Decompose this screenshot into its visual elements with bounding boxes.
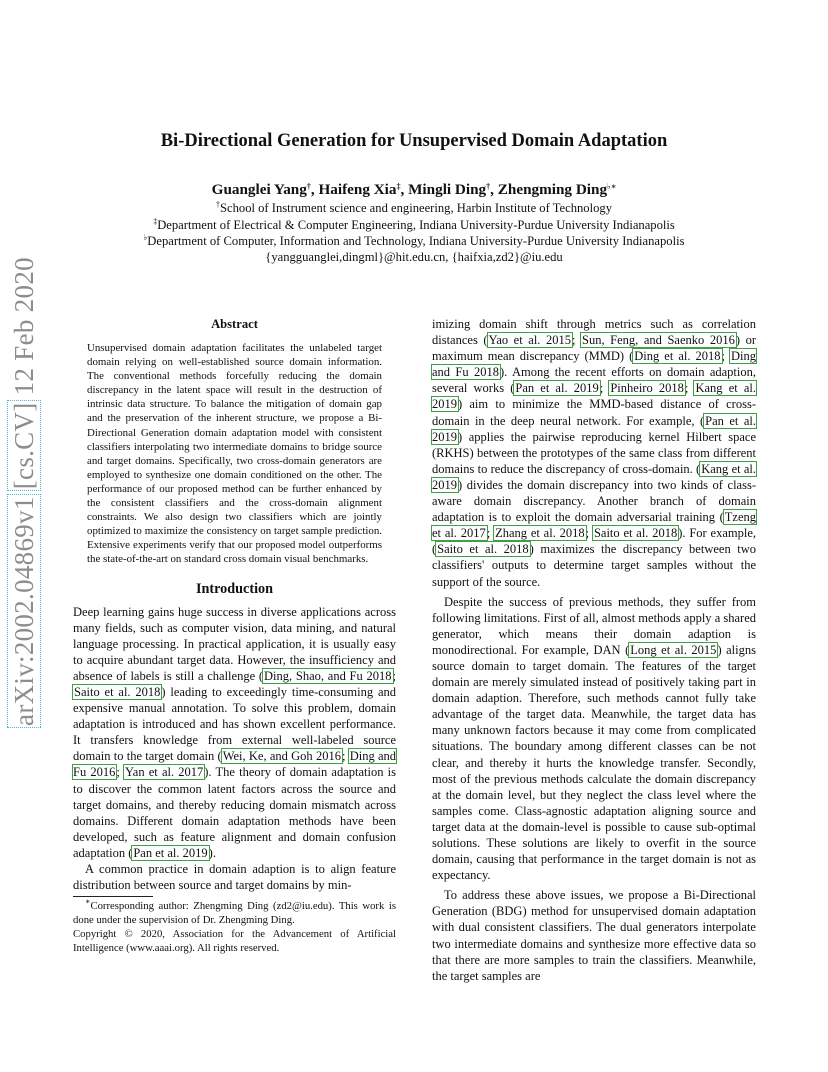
affiliation-text: Department of Electrical & Computer Engineering, Indiana University-Purdue University Indianapolis — [157, 218, 675, 232]
citation-link[interactable]: Kang et al. 2019 — [432, 381, 757, 412]
paper-title: Bi-Directional Generation for Unsupervised Domain Adaptation — [160, 131, 668, 151]
citation-link[interactable]: Zhang et al. 2018 — [495, 526, 585, 541]
citation-link[interactable]: Pan et al. 2019 — [432, 413, 756, 444]
citation-link[interactable]: Wei, Ke, and Goh 2016 — [222, 749, 341, 764]
author-name: Mingli Ding — [408, 181, 487, 198]
citation-link[interactable]: Ding and Fu 2018 — [432, 349, 756, 380]
arxiv-sidebar — [2, 252, 46, 730]
text-run: ) aligns source domain to target domain. The features of the target domain are merely simulated instead of positively taking part in domain adaption. Therefore, such methods cannot fully take advantage of the target data. Meanwhile, the target data has many unknown factors because it may come from complicated situations. The boundary among different classes can be not clear, and thereby it hurts the knowledge transfer. Secondly, most of the previous methods calculate the domain discrepancy at the domain level, but they neglect the class level where the samples come. Class-agnostic adaptation aligning source and target data at the domain-level is possible to cause sub-optimal solutions. These solutions are likely to overfit in the source domain, causing that performance in the target domain is not as expectancy. — [432, 642, 756, 883]
text-run: ) or maximum mean discrepancy (MMD) ( — [432, 333, 756, 364]
abstract-text: Unsupervised domain adaptation facilitates the unlabeled target domain relying on well-established source domain information. The conventional methods forcefully reducing the domain discrepancy in the latent space will result in the destruction of intrinsic data structure. To balance the mitigation of domain gap and the preservation of the inherent structure, we propose a Bi-Directional Generation domain adaptation model with consistent classifiers interpolating two intermediate domains to bridge source and target domains. Specifically, two cross-domain generators are employed to synthesize one domain conditioned on the other. The performance of our proposed method can be further enhanced by the consistent classifiers and the cross-domain alignment constraints. We also design two classifiers which are jointly optimized to maximize the consistency on target sample prediction. Extensive experiments verify that our proposed model outperforms the state-of-the-art on standard cross domain visual benchmarks. — [87, 342, 382, 566]
footnote-copyright: Copyright © 2020, Association for the Advancement of Artificial Intelligence (www.aaai.org). All rights reserved. — [73, 927, 396, 954]
author-mark: † — [486, 182, 491, 191]
text-run: ; — [116, 765, 125, 780]
right-paragraph-3: To address these above issues, we propose a Bi-Directional Generation (BDG) method for unsupervised domain adaptation with dual consistent classifiers. The dual generators interpolate two intermediate domains and synthesize more effective data so that there are more samples to train the classifiers. Meanwhile, the target samples are — [432, 888, 756, 983]
author-name: Haifeng Xia — [318, 181, 397, 198]
affiliation — [0, 201, 828, 216]
citation-link[interactable]: Pan et al. 2019 — [133, 845, 208, 860]
citation-link[interactable]: Saito et al. 2018 — [593, 526, 678, 541]
left-column — [73, 317, 396, 893]
text-run: ) aim to minimize the MMD-based distance of cross-domain in the deep neural network. For example, ( — [432, 397, 756, 428]
text-run: ; — [684, 381, 695, 396]
arxiv-date: 12 Feb 2020 — [8, 256, 39, 395]
author-mark: ♭∗ — [607, 182, 617, 191]
citation-link[interactable]: Saito et al. 2018 — [437, 542, 529, 557]
affiliation-text: School of Instrument science and engineering, Harbin Institute of Technology — [220, 201, 612, 215]
citation-link[interactable]: Ding et al. 2018 — [634, 349, 721, 364]
citation-link[interactable]: Long et al. 2015 — [630, 642, 717, 657]
author-emails: {yangguanglei,dingml}@hit.edu.cn, {haifxia,zd2}@iu.edu — [265, 250, 563, 264]
abstract-heading: Abstract — [211, 317, 258, 331]
affiliation-mark: ‡ — [153, 217, 158, 226]
citation-link[interactable]: Ding, Shao, and Fu 2018 — [264, 668, 392, 683]
footnote — [73, 897, 396, 956]
text-run: ) divides the domain discrepancy into two kinds of class-aware domain discrepancy. Another branch of domain adaptation is to exploit the domain adversarial training ( — [432, 477, 756, 525]
text-run: ; — [392, 668, 396, 683]
affiliation-mark: ♭ — [143, 233, 148, 242]
footnote-text: Corresponding author: Zhengming Ding (zd2@iu.edu). This work is done under the supervision of Dr. Zhengming Ding. — [73, 900, 396, 926]
author-name: Guanglei Yang — [211, 181, 307, 198]
affiliation-mark: † — [216, 200, 220, 209]
text-run: ; — [599, 381, 610, 396]
citation-link[interactable]: Pan et al. 2019 — [515, 381, 599, 396]
text-run: ; — [341, 749, 349, 764]
citation-link[interactable]: Saito et al. 2018 — [74, 684, 161, 699]
footnote-mark: ∗ — [85, 897, 91, 906]
introduction-heading: Introduction — [196, 580, 273, 597]
citation-link[interactable]: Yan et al. 2017 — [125, 765, 204, 780]
text-run: ; — [721, 349, 730, 364]
text-run: ; — [571, 333, 582, 348]
arxiv-id-link[interactable]: arXiv:2002.04869v1 — [8, 495, 39, 726]
author-name: Zhengming Ding — [497, 181, 608, 198]
intro-paragraph-2: A common practice in domain adaption is to align feature distribution between source and target domains by min- — [73, 862, 396, 893]
text-run: imizing domain shift through metrics such as correlation distances ( — [432, 317, 756, 348]
text-run: Deep learning gains huge success in diverse applications across many fields, such as computer vision, data mining, and natural language processing. In practical application, it is usually easy to acquire abundant target data. However, the insufficiency and absence of labels is still a challenge ( — [73, 604, 396, 683]
right-paragraph-2 — [432, 594, 756, 884]
text-run: ; — [585, 526, 593, 541]
citation-link[interactable]: Kang et al. 2019 — [432, 461, 756, 492]
affiliation-text: Department of Computer, Information and Technology, Indiana University-Purdue University Indianapolis — [147, 234, 685, 248]
text-run: ). — [208, 845, 216, 860]
citation-link[interactable]: Sun, Feng, and Saenko 2016 — [582, 333, 735, 348]
intro-paragraph-1 — [73, 604, 396, 862]
text-run: ) leading to exceedingly time-consuming and expensive manual annotation. To solve this problem, domain adaptation is introduced and has shown excellent performance. It transfers knowledge from external well-labeled source domain to the target domain ( — [73, 684, 396, 764]
text-run: Despite the success of previous methods, they suffer from following limitations. First of all, almost methods apply a shared generator, which means their domain adaption is monodirectional. For example, DAN ( — [432, 594, 756, 657]
right-paragraph-1 — [432, 316, 756, 590]
affiliation — [0, 218, 828, 233]
arxiv-category-link[interactable]: [cs.CV] — [8, 401, 39, 489]
text-run: ) applies the pairwise reproducing kernel Hilbert space (RKHS) between the prototypes of the same class from different domains to reduce the discrepancy of cross-domain. ( — [432, 429, 756, 476]
citation-link[interactable]: Yao et al. 2015 — [488, 333, 571, 348]
citation-link[interactable]: Ding and Fu 2016 — [73, 749, 396, 780]
author-list: Guanglei Yang†, Haifeng Xia‡, Mingli Ding†, Zhengming Ding♭∗ — [211, 181, 617, 198]
text-run: ). For example, ( — [432, 526, 756, 557]
author-mark: † — [306, 182, 311, 191]
affiliation — [0, 234, 828, 249]
footnote-corresponding — [73, 897, 396, 928]
text-run: ). The theory of domain adaptation is to discover the common latent factors across the source and target domains, and thereby reducing domain mismatch across domains. Different domain adaptation methods have been developed, such as feature alignment and domain confusion adaptation ( — [73, 765, 396, 860]
citation-link[interactable]: Tzeng et al. 2017 — [432, 510, 756, 541]
author-mark: ‡ — [396, 182, 401, 191]
right-column — [432, 316, 756, 984]
text-run: ). Among the recent efforts on domain adaption, several works ( — [432, 365, 756, 396]
citation-link[interactable]: Pinheiro 2018 — [610, 381, 684, 396]
text-run: ; — [486, 526, 495, 541]
text-run: ) maximizes the discrepancy between two classifiers' outputs to determine target samples without the support of the source. — [432, 542, 756, 589]
arxiv-stamp — [9, 257, 40, 726]
